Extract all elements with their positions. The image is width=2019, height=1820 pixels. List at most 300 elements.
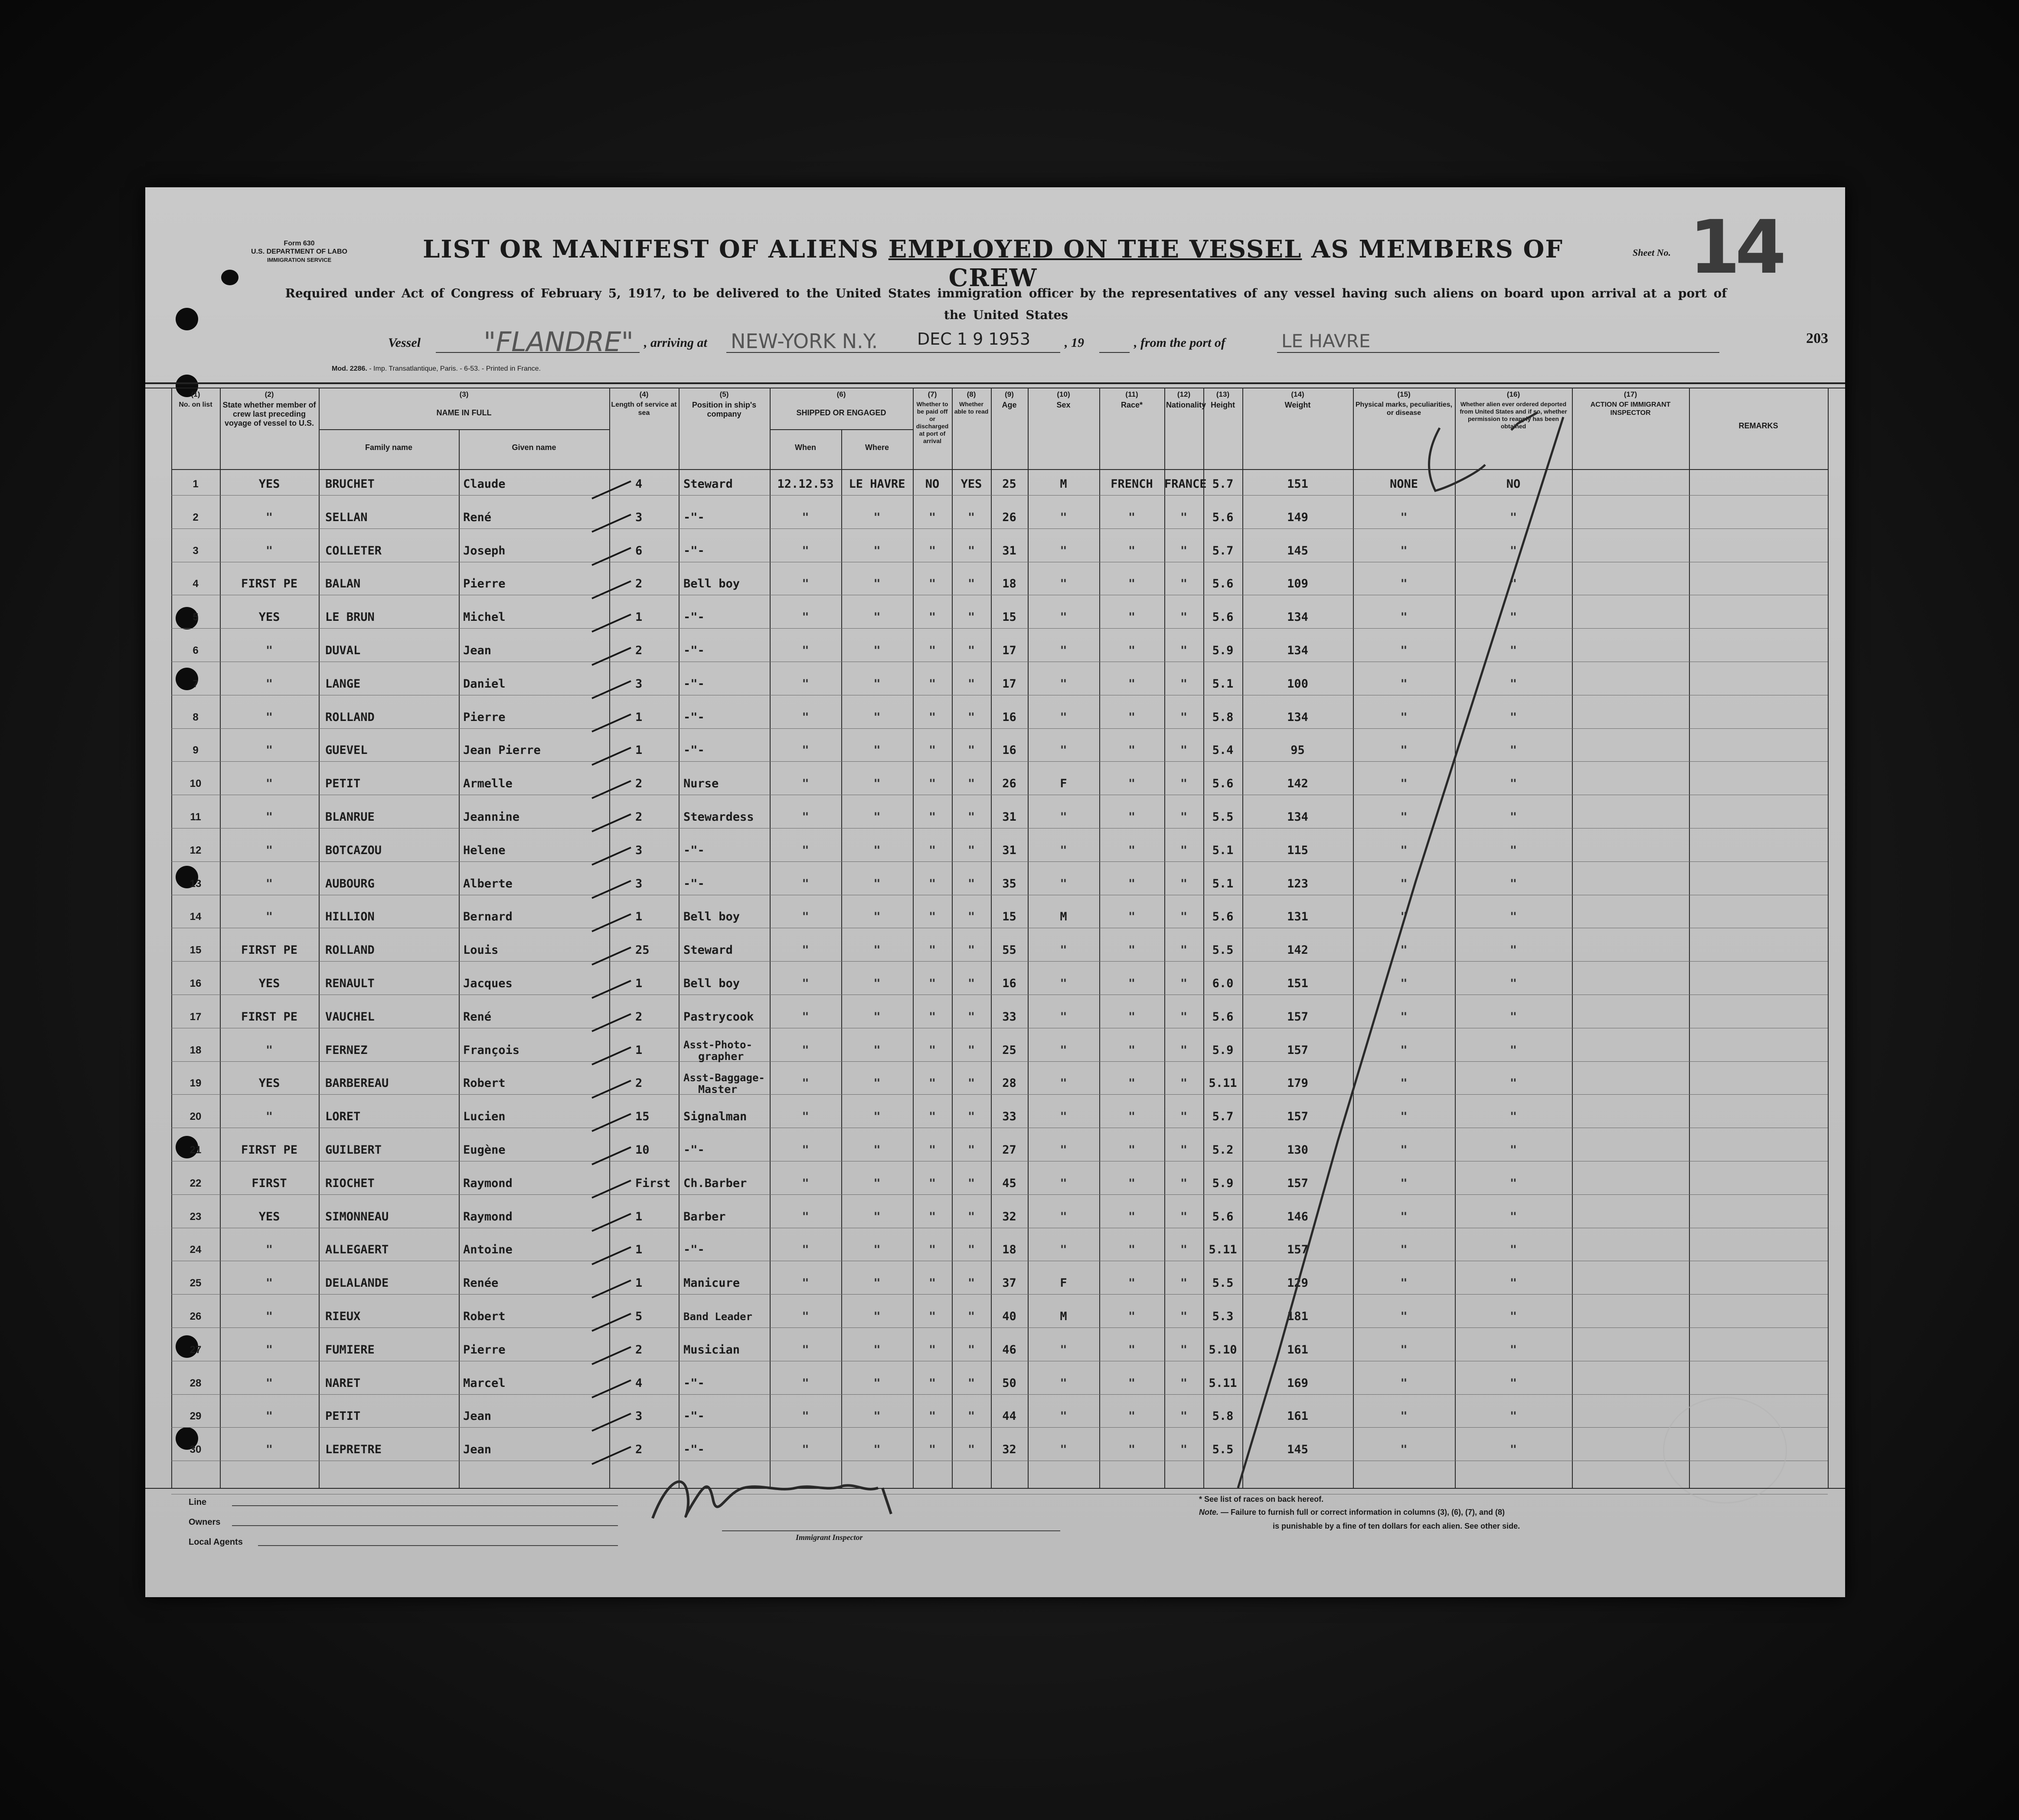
cell-marks: ": [1400, 1043, 1408, 1057]
cell-given: Armelle: [463, 777, 513, 791]
cell-age: 17: [1002, 677, 1016, 691]
cell-age: 33: [1002, 1010, 1016, 1024]
sheet-label: Sheet No.: [1633, 247, 1671, 258]
cell-height: 5.9: [1212, 1043, 1234, 1057]
cell-family: ROLLAND: [325, 943, 375, 957]
cell-family: BALAN: [325, 577, 361, 591]
cell-where: ": [873, 744, 881, 757]
cell-race: ": [1128, 544, 1136, 558]
cell-deported: ": [1509, 744, 1517, 757]
cell-service: 4: [635, 1376, 643, 1390]
cell-prev: ": [265, 1110, 273, 1124]
cell-no: 2: [193, 511, 199, 523]
cell-given: Raymond: [463, 1210, 513, 1223]
cell-family: BARBEREAU: [325, 1076, 389, 1090]
cell-prev: FIRST PE: [241, 1010, 298, 1024]
cell-weight: 145: [1287, 1443, 1308, 1457]
cell-marks: ": [1400, 577, 1408, 591]
cell-where: ": [873, 843, 881, 857]
cell-paid: ": [928, 810, 936, 824]
cell-paid: ": [928, 1010, 936, 1024]
cell-service: 2: [635, 810, 643, 824]
cell-height: 5.11: [1209, 1376, 1237, 1390]
cell-given: Claude: [463, 477, 506, 491]
cell-no: 22: [189, 1177, 202, 1189]
cell-deported: ": [1509, 1276, 1517, 1290]
tally-mark: [592, 1314, 631, 1331]
cell-weight: 151: [1287, 477, 1308, 491]
cell-read: ": [967, 577, 975, 591]
tally-mark: [592, 1114, 631, 1131]
cell-position: Pastrycook: [683, 1010, 754, 1024]
cell-age: 25: [1002, 477, 1016, 491]
cell-nat: ": [1180, 1243, 1188, 1257]
cell-given: Jean: [463, 1409, 492, 1423]
cell-service: 2: [635, 577, 643, 591]
cell-nat: ": [1180, 1343, 1188, 1357]
cell-when: ": [802, 1243, 809, 1257]
cell-given: Helene: [463, 843, 506, 857]
cell-weight: 161: [1287, 1409, 1308, 1423]
tally-mark: [592, 515, 631, 532]
tally-mark: [592, 881, 631, 898]
cell-nat: FRANCE: [1164, 477, 1207, 491]
cell-race: ": [1128, 677, 1136, 691]
cell-read: ": [967, 1210, 975, 1223]
cell-prev: ": [265, 1376, 273, 1390]
cell-family: HILLION: [325, 910, 375, 924]
cell-where: ": [873, 977, 881, 990]
cell-deported: ": [1509, 1043, 1517, 1057]
cell-deported: ": [1509, 644, 1517, 657]
cell-prev: ": [265, 1243, 273, 1257]
cell-weight: 95: [1290, 744, 1305, 757]
cell-race: ": [1128, 1443, 1136, 1457]
cell-deported: ": [1509, 1376, 1517, 1390]
cell-nat: ": [1180, 943, 1188, 957]
tally-mark: [592, 1347, 631, 1364]
cell-race: ": [1128, 577, 1136, 591]
cell-race: ": [1128, 610, 1136, 624]
cell-race: ": [1128, 843, 1136, 857]
cell-no: 24: [189, 1244, 202, 1256]
printer-info: - Imp. Transatlantique, Paris. - 6-53. - Printed in France.: [369, 365, 541, 372]
vessel-name: "FLANDRE": [484, 326, 634, 358]
cell-paid: ": [928, 1376, 936, 1390]
cell-when: ": [802, 644, 809, 657]
tally-mark: [592, 848, 631, 865]
vessel-label: Vessel: [388, 336, 421, 350]
tally-mark: [592, 481, 631, 499]
cell-when: ": [802, 544, 809, 558]
cell-where: ": [873, 644, 881, 657]
cell-when: ": [802, 1409, 809, 1423]
cell-given: Jean Pierre: [463, 744, 541, 757]
cell-sex: ": [1060, 1176, 1067, 1190]
column-number: (4): [639, 390, 649, 398]
cell-family: DELALANDE: [325, 1276, 389, 1290]
cell-paid: ": [928, 677, 936, 691]
cell-nat: ": [1180, 1376, 1188, 1390]
cell-age: 26: [1002, 510, 1016, 524]
cell-race: ": [1128, 943, 1136, 957]
cell-weight: 181: [1287, 1310, 1308, 1323]
cell-weight: 157: [1287, 1243, 1308, 1257]
cell-when: ": [802, 1176, 809, 1190]
cell-race: ": [1128, 1043, 1136, 1057]
inspector-signature-line: [722, 1530, 1060, 1531]
cell-position: -"-: [683, 710, 705, 724]
cell-marks: ": [1400, 1310, 1408, 1323]
cell-when: ": [802, 1376, 809, 1390]
cell-weight: 145: [1287, 544, 1308, 558]
column-header: NAME IN FULL: [436, 408, 492, 417]
cell-height: 5.1: [1212, 843, 1234, 857]
tally-mark: [592, 1047, 631, 1065]
cell-marks: ": [1400, 510, 1408, 524]
cell-paid: ": [928, 1243, 936, 1257]
cell-marks: ": [1400, 710, 1408, 724]
cell-where: ": [873, 544, 881, 558]
cell-paid: ": [928, 710, 936, 724]
column-subheader: When: [795, 443, 816, 452]
tally-mark: [592, 614, 631, 632]
cell-paid: ": [928, 1076, 936, 1090]
cell-marks: ": [1400, 1210, 1408, 1223]
column-number: (13): [1216, 390, 1230, 398]
cell-deported: ": [1509, 610, 1517, 624]
cell-read: ": [967, 710, 975, 724]
cell-age: 26: [1002, 777, 1016, 791]
cell-no: 7: [193, 678, 199, 690]
cell-weight: 123: [1287, 877, 1308, 890]
tally-mark: [592, 1447, 631, 1464]
cell-paid: ": [928, 877, 936, 890]
cell-marks: ": [1400, 910, 1408, 924]
tally-mark: [592, 747, 631, 765]
cell-position: -"-: [683, 1409, 705, 1423]
cell-family: BLANRUE: [325, 810, 375, 824]
cell-marks: ": [1400, 877, 1408, 890]
cell-read: ": [967, 1010, 975, 1024]
column-header: Position in ship's company: [692, 401, 757, 418]
cell-height: 5.7: [1212, 477, 1234, 491]
cell-position: Bell boy: [683, 910, 740, 924]
cell-paid: ": [928, 943, 936, 957]
cell-marks: ": [1400, 810, 1408, 824]
cell-position: -"-: [683, 544, 705, 558]
cell-height: 5.6: [1212, 577, 1234, 591]
cell-age: 32: [1002, 1443, 1016, 1457]
cell-when: ": [802, 877, 809, 890]
cell-given: Pierre: [463, 577, 506, 591]
column-header: Height: [1211, 401, 1235, 409]
cell-position: Manicure: [683, 1276, 740, 1290]
cell-where: ": [873, 1443, 881, 1457]
cell-sex: ": [1060, 1010, 1067, 1024]
cell-weight: 130: [1287, 1143, 1308, 1157]
cell-family: FERNEZ: [325, 1043, 368, 1057]
cell-height: 5.6: [1212, 510, 1234, 524]
cell-no: 25: [189, 1277, 202, 1289]
cell-age: 18: [1002, 577, 1016, 591]
arrival-date: DEC 1 9 1953: [917, 329, 1031, 349]
cell-family: LANGE: [325, 677, 361, 691]
owners-label: Owners: [189, 1517, 221, 1527]
cell-given: Robert: [463, 1076, 506, 1090]
cell-position: -"-: [683, 1143, 705, 1157]
cell-sex: ": [1060, 744, 1067, 757]
cell-where: ": [873, 1310, 881, 1323]
cell-position: -"-: [683, 877, 705, 890]
column-number: (5): [719, 390, 729, 398]
cell-weight: 134: [1287, 610, 1308, 624]
tally-mark: [592, 1280, 631, 1298]
cell-position: -"-: [683, 610, 705, 624]
cell-height: 5.8: [1212, 1409, 1234, 1423]
cell-when: ": [802, 977, 809, 990]
cell-age: 16: [1002, 977, 1016, 990]
cell-no: 14: [189, 911, 202, 923]
corner-number: 203: [1806, 330, 1828, 346]
cell-sex: ": [1060, 843, 1067, 857]
cell-deported: ": [1509, 1210, 1517, 1223]
cell-nat: ": [1180, 810, 1188, 824]
cell-marks: ": [1400, 544, 1408, 558]
column-number: (11): [1125, 390, 1138, 398]
cell-age: 17: [1002, 644, 1016, 657]
cell-paid: NO: [925, 477, 940, 491]
cell-prev: ": [265, 510, 273, 524]
cell-age: 31: [1002, 843, 1016, 857]
cell-sex: ": [1060, 1043, 1067, 1057]
cell-position: Signalman: [683, 1110, 747, 1124]
cell-no: 19: [189, 1077, 202, 1089]
cell-prev: ": [265, 677, 273, 691]
cell-prev: FIRST PE: [241, 943, 298, 957]
cell-height: 5.8: [1212, 710, 1234, 724]
cell-nat: ": [1180, 1110, 1188, 1124]
cell-where: ": [873, 877, 881, 890]
cell-height: 5.6: [1212, 1210, 1234, 1223]
cell-height: 5.2: [1212, 1143, 1234, 1157]
cell-prev: FIRST: [252, 1176, 287, 1190]
cell-no: 20: [189, 1111, 202, 1123]
cell-service: 10: [635, 1143, 650, 1157]
cell-read: ": [967, 610, 975, 624]
cell-nat: ": [1180, 877, 1188, 890]
column-header: No. on list: [179, 401, 212, 408]
cell-race: ": [1128, 910, 1136, 924]
cell-given: Jean: [463, 1443, 492, 1457]
cell-paid: ": [928, 610, 936, 624]
cell-weight: 134: [1287, 810, 1308, 824]
cell-age: 33: [1002, 1110, 1016, 1124]
cell-family: PETIT: [325, 1409, 361, 1423]
cell-where: ": [873, 1376, 881, 1390]
tally-mark: [592, 914, 631, 931]
cell-race: FRENCH: [1111, 477, 1153, 491]
cell-when: ": [802, 1210, 809, 1223]
line-label: Line: [189, 1497, 207, 1507]
cell-family: PETIT: [325, 777, 361, 791]
cell-height: 5.6: [1212, 1010, 1234, 1024]
cell-marks: ": [1400, 1276, 1408, 1290]
column-header: Whether alien ever ordered deported from United States and if so, whether permission to reapply has been obtained: [1460, 401, 1567, 430]
cell-where: ": [873, 1176, 881, 1190]
cell-nat: ": [1180, 610, 1188, 624]
cell-family: LORET: [325, 1110, 361, 1124]
cell-family: RIOCHET: [325, 1176, 375, 1190]
cell-nat: ": [1180, 544, 1188, 558]
cell-service: 6: [635, 544, 643, 558]
cell-read: ": [967, 1176, 975, 1190]
cell-family: LE BRUN: [325, 610, 375, 624]
cell-given: Alberte: [463, 877, 513, 890]
cell-race: ": [1128, 644, 1136, 657]
cell-race: ": [1128, 510, 1136, 524]
cell-paid: ": [928, 644, 936, 657]
cell-given: Bernard: [463, 910, 513, 924]
cell-race: ": [1128, 744, 1136, 757]
cell-deported: ": [1509, 1176, 1517, 1190]
column-number: (16): [1506, 390, 1520, 398]
cell-given: Louis: [463, 943, 499, 957]
cell-marks: ": [1400, 777, 1408, 791]
note-text-1: — Failure to furnish full or correct information in columns (3), (6), (7), and (8): [1221, 1508, 1505, 1517]
cell-prev: FIRST PE: [241, 1143, 298, 1157]
cell-where: ": [873, 1010, 881, 1024]
cell-race: ": [1128, 777, 1136, 791]
cell-no: 18: [189, 1044, 202, 1056]
cell-service: 3: [635, 843, 643, 857]
cell-read: ": [967, 1110, 975, 1124]
tally-mark: [592, 981, 631, 998]
cell-given: Pierre: [463, 1343, 506, 1357]
cell-paid: ": [928, 1443, 936, 1457]
cell-marks: ": [1400, 1376, 1408, 1390]
cell-where: ": [873, 810, 881, 824]
cell-paid: ": [928, 744, 936, 757]
cell-paid: ": [928, 977, 936, 990]
cell-sex: ": [1060, 1143, 1067, 1157]
cell-weight: 151: [1287, 977, 1308, 990]
cell-service: 2: [635, 644, 643, 657]
tally-mark: [592, 1080, 631, 1098]
cell-position: Steward: [683, 943, 733, 957]
tally-mark: [592, 1380, 631, 1398]
column-header: ACTION OF IMMIGRANT INSPECTOR: [1590, 401, 1671, 417]
cell-prev: ": [265, 877, 273, 890]
column-number: (7): [928, 390, 937, 398]
column-number: (10): [1057, 390, 1070, 398]
cell-height: 5.11: [1209, 1076, 1237, 1090]
cell-service: 2: [635, 1076, 643, 1090]
cell-race: ": [1128, 877, 1136, 890]
cell-sex: ": [1060, 1110, 1067, 1124]
cell-given: Antoine: [463, 1243, 513, 1257]
cell-height: 5.1: [1212, 677, 1234, 691]
cell-no: 30: [189, 1444, 202, 1456]
cell-read: ": [967, 777, 975, 791]
cell-age: 40: [1002, 1310, 1016, 1323]
cell-height: 5.6: [1212, 777, 1234, 791]
cell-age: 45: [1002, 1176, 1016, 1190]
cell-read: ": [967, 977, 975, 990]
cell-race: ": [1128, 1310, 1136, 1323]
cell-no: 12: [189, 844, 202, 856]
cell-race: ": [1128, 1376, 1136, 1390]
race-note: * See list of races on back hereof.: [1199, 1495, 1324, 1504]
cell-weight: 169: [1287, 1376, 1308, 1390]
cell-prev: ": [265, 843, 273, 857]
cell-age: 44: [1002, 1409, 1016, 1423]
cell-deported: NO: [1506, 477, 1521, 491]
cell-family: DUVAL: [325, 644, 361, 657]
cell-service: 1: [635, 910, 643, 924]
cell-nat: ": [1180, 1143, 1188, 1157]
agents-label: Local Agents: [189, 1537, 243, 1547]
cell-where: ": [873, 1409, 881, 1423]
cell-deported: ": [1509, 510, 1517, 524]
cell-sex: ": [1060, 610, 1067, 624]
column-subheader: Family name: [365, 443, 413, 452]
column-header: SHIPPED OR ENGAGED: [796, 408, 886, 417]
cell-age: 16: [1002, 744, 1016, 757]
cell-family: SELLAN: [325, 510, 368, 524]
cell-read: ": [967, 544, 975, 558]
cell-position-continued: grapher: [698, 1050, 744, 1063]
cell-position: -"-: [683, 644, 705, 657]
tally-mark: [592, 1147, 631, 1164]
column-header: Whether to be paid off or discharged at port of arrival: [916, 401, 949, 444]
cell-age: 32: [1002, 1210, 1016, 1223]
cell-when: ": [802, 1443, 809, 1457]
cell-age: 28: [1002, 1076, 1016, 1090]
cell-sex: ": [1060, 544, 1067, 558]
column-header: Physical marks, peculiarities, or disease: [1355, 401, 1453, 417]
cell-service: 4: [635, 477, 643, 491]
cell-service: 3: [635, 510, 643, 524]
cell-height: 6.0: [1212, 977, 1234, 990]
cell-no: 9: [193, 744, 199, 757]
cell-prev: ": [265, 1343, 273, 1357]
cell-where: ": [873, 1343, 881, 1357]
cell-prev: ": [265, 744, 273, 757]
sheet-number: 14: [1689, 205, 1781, 290]
cell-sex: ": [1060, 1243, 1067, 1257]
tally-mark: [592, 947, 631, 965]
cell-position: -"-: [683, 510, 705, 524]
cell-no: 27: [189, 1344, 202, 1356]
cell-where: ": [873, 1243, 881, 1257]
cell-nat: ": [1180, 1176, 1188, 1190]
cell-sex: ": [1060, 644, 1067, 657]
fine-note: [1199, 1505, 1505, 1519]
cell-deported: ": [1509, 1110, 1517, 1124]
cell-age: 37: [1002, 1276, 1016, 1290]
owners-field: [232, 1525, 618, 1526]
column-header: State whether member of crew last preceding voyage of vessel to U.S.: [222, 401, 316, 427]
cell-when: ": [802, 610, 809, 624]
cell-where: ": [873, 910, 881, 924]
cell-height: 5.6: [1212, 610, 1234, 624]
cell-paid: ": [928, 1043, 936, 1057]
cell-paid: ": [928, 1409, 936, 1423]
cell-prev: ": [265, 1043, 273, 1057]
cell-when: ": [802, 1076, 809, 1090]
column-number: (12): [1177, 390, 1191, 398]
